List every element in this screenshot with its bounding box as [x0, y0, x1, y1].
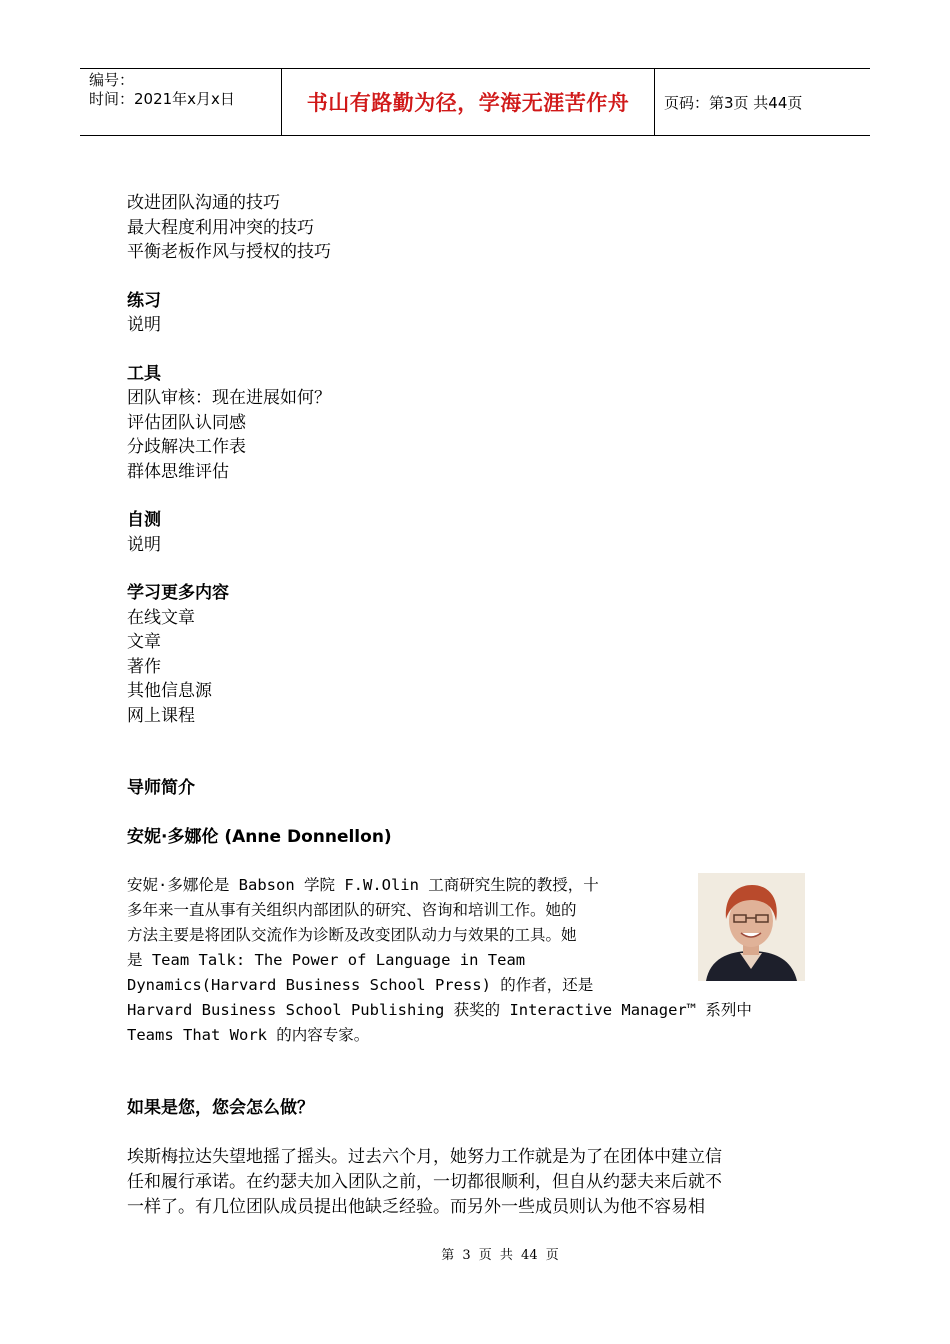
learn-more-item: 在线文章: [127, 607, 195, 628]
learn-more-heading: 学习更多内容: [127, 583, 229, 603]
practice-heading: 练习: [127, 290, 161, 311]
scenario-line: 埃斯梅拉达失望地摇了摇头。过去六个月，她努力工作就是为了在团体中建立信: [127, 1146, 722, 1167]
tools-item: 群体思维评估: [127, 461, 229, 482]
tools-item: 团队审核：现在进展如何？: [127, 388, 331, 408]
learn-more-item: 网上课程: [127, 705, 195, 726]
bio-line: 方法主要是将团队交流作为诊断及改变团队动力与效果的工具。她: [127, 926, 577, 944]
self-test-heading: 自测: [127, 510, 161, 530]
learn-more-item: 其他信息源: [127, 681, 212, 701]
skill-item: 平衡老板作风与授权的技巧: [127, 242, 331, 262]
portrait-image: [698, 873, 805, 981]
main-content: [127, 191, 807, 849]
page-footer: 第 3 页 共 44 页: [441, 1248, 559, 1263]
bio-line: Dynamics(Harvard Business School Press) 的作者，还是: [127, 976, 594, 994]
bio-line: 多年来一直从事有关组织内部团队的研究、咨询和培训工作。她的: [127, 901, 577, 919]
header-page-info: 页码：第3页 共44页: [664, 93, 803, 112]
header-meta: [80, 69, 281, 135]
bio-line: Harvard Business School Publishing 获奖的 Interactive Manager™ 系列中: [127, 1001, 752, 1019]
mentor-heading: 导师简介: [127, 778, 195, 798]
mentor-name: 安妮·多娜伦 (Anne Donnellon): [127, 826, 392, 847]
scenario-line: 任和履行承诺。在约瑟夫加入团队之前，一切都很顺利，但自从约瑟夫来后就不: [127, 1171, 722, 1192]
mentor-bio: [127, 873, 807, 1048]
self-test-item: 说明: [127, 534, 161, 555]
scenario-line: 一样了。有几位团队成员提出他缺乏经验。而另外一些成员则认为他不容易相: [127, 1196, 705, 1217]
tools-heading: 工具: [127, 363, 161, 384]
tools-item: 分歧解决工作表: [127, 437, 246, 457]
tools-item: 评估团队认同感: [127, 412, 246, 433]
bio-line: 是 Team Talk: The Power of Language in Team: [127, 951, 526, 969]
learn-more-item: 文章: [127, 632, 161, 652]
practice-item: 说明: [127, 315, 161, 335]
page-header: [80, 68, 870, 136]
mentor-photo: [698, 873, 805, 981]
header-motto: 书山有路勤为径，学海无涯苦作舟: [281, 69, 655, 135]
number-label: 编号：: [89, 71, 135, 89]
date-label: 时间：2021年x月x日: [89, 90, 235, 108]
bio-line: 安妮·多娜伦是 Babson 学院 F.W.Olin 工商研究生院的教授，十: [127, 876, 599, 894]
learn-more-item: 著作: [127, 656, 161, 677]
bio-line: Teams That Work 的内容专家。: [127, 1026, 370, 1044]
scenario-heading: 如果是您，您会怎么做？: [127, 1098, 314, 1118]
skill-item: 最大程度利用冲突的技巧: [127, 217, 314, 238]
skill-item: 改进团队沟通的技巧: [127, 193, 280, 213]
scenario-section: [127, 1096, 807, 1220]
